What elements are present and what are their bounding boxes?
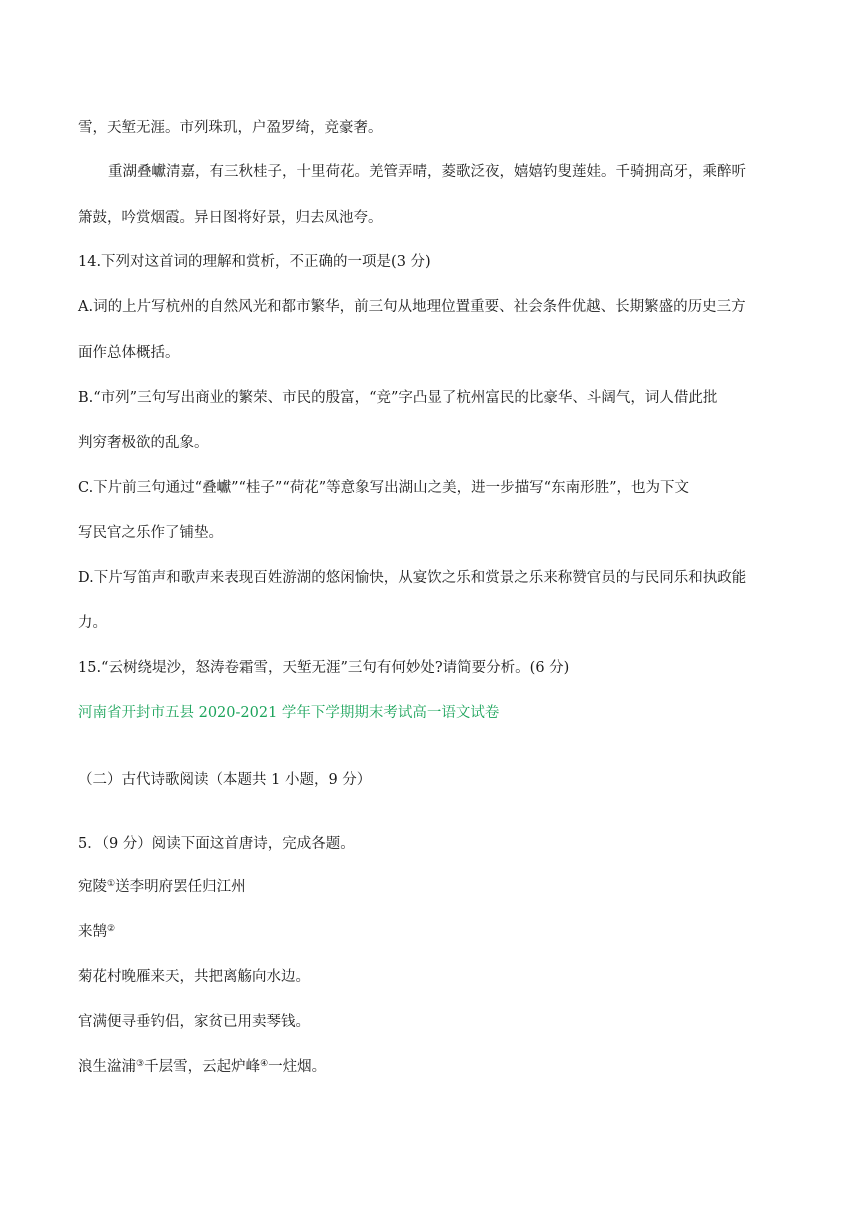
poem2-line-3-part-b: 千层雪，云起炉峰 <box>144 1059 261 1075</box>
source-title: 河南省开封市五县 2020-2021 学年下学期期末考试高一语文试卷 <box>78 705 500 721</box>
footnote-marker: ② <box>107 924 116 934</box>
poem1-line-1: 雪，天堑无涯。市列珠玑，户盈罗绮，竞豪奢。 <box>78 120 383 136</box>
section-heading: （二）古代诗歌阅读（本题共 1 小题，9 分） <box>78 772 372 788</box>
poem2-title-part-a: 宛陵 <box>78 879 107 895</box>
poem1-para2-line-2: 箫鼓，吟赏烟霞。异日图将好景，归去凤池夸。 <box>78 210 383 226</box>
question-14-option-a-line-1: A.词的上片写杭州的自然风光和都市繁华，前三句从地理位置重要、社会条件优越、长期繁盛的历史三方 <box>78 299 746 315</box>
question-14-stem: 14.下列对这首词的理解和赏析，不正确的一项是(3 分) <box>78 254 431 270</box>
question-15-stem: 15.“云树绕堤沙，怒涛卷霜雪，天堑无涯”三句有何妙处?请简要分析。(6 分) <box>78 660 570 676</box>
poem2-line-3 <box>78 1057 326 1077</box>
question-14-option-c-line-2: 写民官之乐作了铺垫。 <box>78 525 223 541</box>
question-14-option-b-line-2: 判穷奢极欲的乱象。 <box>78 435 209 451</box>
poem2-line-3-part-a: 浪生湓浦 <box>78 1059 136 1075</box>
question-14-option-a-line-2: 面作总体概括。 <box>78 345 180 361</box>
poem2-title <box>78 877 246 897</box>
poem2-line-2: 官满便寻垂钓侣，家贫已用卖琴钱。 <box>78 1014 310 1030</box>
poem1-para2-line-1: 重湖叠巘清嘉，有三秋桂子，十里荷花。羌管弄晴，菱歌泛夜，嬉嬉钓叟莲娃。千骑拥高牙，乘醉听 <box>108 164 746 180</box>
poem2-author <box>78 922 115 942</box>
poem2-title-part-b: 送李明府罢任归江州 <box>115 879 246 895</box>
question-14-option-d-line-2: 力。 <box>78 615 107 631</box>
question-5-stem: 5．（9 分）阅读下面这首唐诗，完成各题。 <box>78 836 355 852</box>
footnote-marker: ④ <box>260 1059 269 1069</box>
poem2-line-1: 菊花村晚雁来天，共把离觞向水边。 <box>78 969 310 985</box>
question-14-option-b-line-1: B.“市列”三句写出商业的繁荣、市民的殷富，“竞”字凸显了杭州富民的比豪华、斗阔气，词人借此批 <box>78 390 718 406</box>
footnote-marker: ① <box>107 879 116 889</box>
question-14-option-c-line-1: C.下片前三句通过“叠巘”“桂子”“荷花”等意象写出湖山之美，进一步描写“东南形胜”，也为下文 <box>78 480 689 496</box>
poem2-author-name: 来鹄 <box>78 924 107 940</box>
footnote-marker: ③ <box>136 1059 145 1069</box>
poem2-line-3-part-c: 一炷烟。 <box>268 1059 327 1075</box>
question-14-option-d-line-1: D.下片写笛声和歌声来表现百姓游湖的悠闲愉快，从宴饮之乐和赏景之乐来称赞官员的与民同乐和执政能 <box>78 570 747 586</box>
